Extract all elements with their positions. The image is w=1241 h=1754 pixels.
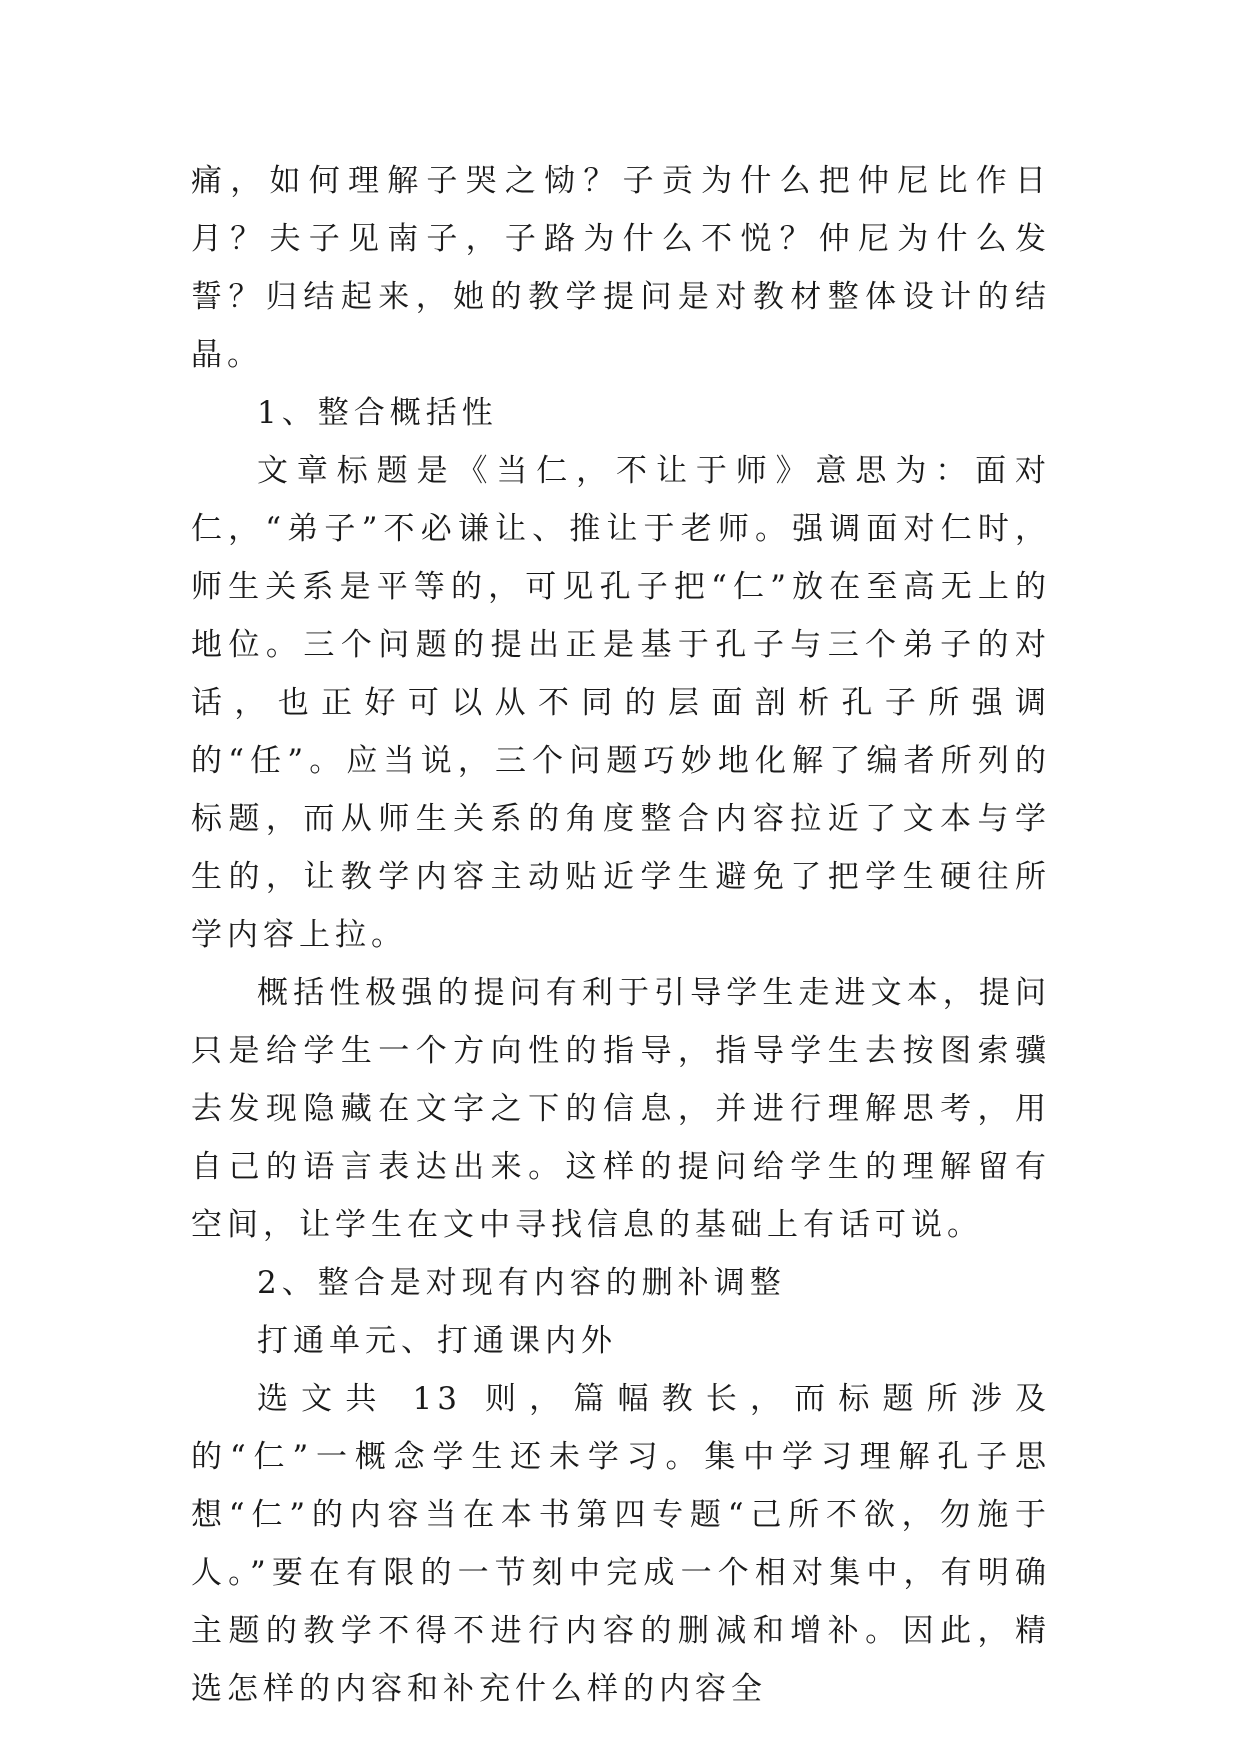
body-paragraph: 文章标题是《当仁，不让于师》意思为：面对仁，“弟子”不必谦让、推让于老师。强调面对仁时，师生关系是平等的，可见孔子把“仁”放在至高无上的地位。三个问题的提出正是基于孔子与三个弟子的对话，也正好可以从不同的层面剖析孔子所强调的“任”。应当说，三个问题巧妙地化解了编者所列的标题，而从师生关系的角度整合内容拉近了文本与学生的，让教学内容主动贴近学生避免了把学生硬往所学内容上拉。 [191,453,1051,953]
section-heading: 1、整合概括性 [257,395,498,431]
body-paragraph: 痛，如何理解子哭之恸？子贡为什么把仲尼比作日月？夫子见南子，子路为什么不悦？仲尼为什么发誓？归结起来，她的教学提问是对教材整体设计的结晶。 [191,163,1051,373]
document-body [191,152,1051,1718]
body-paragraph: 概括性极强的提问有利于引导学生走进文本，提问只是给学生一个方向性的指导，指导学生去按图索骥去发现隐藏在文字之下的信息，并进行理解思考，用自己的语言表达出来。这样的提问给学生的理解留有空间，让学生在文中寻找信息的基础上有话可说。 [191,975,1051,1243]
body-paragraph: 选文共 13 则，篇幅教长，而标题所涉及的“仁”一概念学生还未学习。集中学习理解孔子思想“仁”的内容当在本书第四专题“己所不欲，勿施于人。”要在有限的一节刻中完成一个相对集中，有明确主题的教学不得不进行内容的删减和增补。因此，精选怎样的内容和补充什么样的内容全 [191,1381,1051,1707]
subsection-heading: 打通单元、打通课内外 [257,1323,617,1359]
section-heading: 2、整合是对现有内容的删补调整 [257,1265,786,1301]
